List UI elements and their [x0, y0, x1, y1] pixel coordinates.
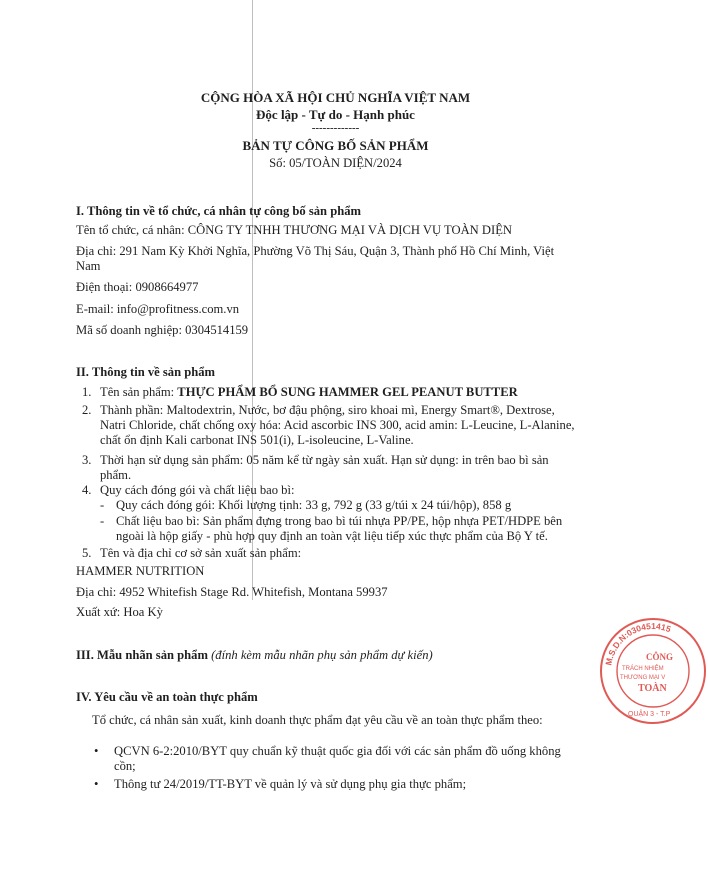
stamp-line5: QUẬN 3 - T.P: [628, 711, 671, 718]
section1-heading: I. Thông tin về tổ chức, cá nhân tự công bố sản phẩm: [76, 204, 362, 218]
item2-number: 2.: [82, 403, 92, 417]
product-name-line: [100, 385, 518, 400]
stamp-ring-text: M.S.D.N:030451415: [603, 620, 673, 667]
item4-number: 4.: [82, 483, 92, 497]
bullet-1: •: [94, 744, 99, 758]
regulation-1-line1: QCVN 6-2:2010/BYT quy chuẩn kỹ thuật quốc gia đối với các sản phẩm đồ uống không: [114, 744, 561, 758]
org-address-line2: Nam: [76, 259, 101, 273]
safety-intro: Tổ chức, cá nhân sản xuất, kinh doanh thực phẩm đạt yêu cầu về an toàn thực phẩm theo:: [92, 713, 543, 727]
org-address-line1: Địa chỉ: 291 Nam Kỳ Khởi Nghĩa, Phường Võ Thị Sáu, Quận 3, Thành phố Hồ Chí Minh, Việt: [76, 244, 555, 258]
shelf-life-line1: Thời hạn sử dụng sản phẩm: 05 năm kể từ ngày sản xuất. Hạn sử dụng: in trên bao bì sản: [100, 453, 549, 467]
document-title: BẢN TỰ CÔNG BỐ SẢN PHẨM: [242, 138, 429, 153]
packaging-dash-b: -: [100, 514, 105, 528]
section3-line: [76, 648, 433, 663]
item5-number: 5.: [82, 546, 92, 560]
motto: Độc lập - Tự do - Hạnh phúc: [256, 107, 415, 122]
stamp-line1: CÔNG: [646, 652, 673, 662]
republic-heading: CỘNG HÒA XÃ HỘI CHỦ NGHĨA VIỆT NAM: [200, 90, 471, 105]
manufacturer-address: Địa chỉ: 4952 Whitefish Stage Rd. Whitefish, Montana 59937: [76, 585, 388, 599]
packaging-material-line2: ngoài là hộp giấy - phù hợp quy định an toàn vật liệu tiếp xúc thực phẩm của Bộ Y tế.: [116, 529, 548, 543]
item1-number: 1.: [82, 385, 92, 399]
product-name-label: Tên sản phẩm:: [100, 385, 178, 399]
section3-heading: III. Mẫu nhãn sản phẩm: [76, 648, 212, 662]
shelf-life-line2: phẩm.: [100, 468, 132, 482]
packaging-material-line1: Chất liệu bao bì: Sản phẩm đựng trong bao bì túi nhựa PP/PE, hộp nhựa PET/HDPE bên: [116, 514, 563, 528]
org-email: E-mail: info@profitness.com.vn: [76, 302, 240, 316]
regulation-1-line2: cồn;: [114, 759, 136, 773]
document-number: Số: 05/TOÀN DIỆN/2024: [269, 156, 402, 170]
item3-number: 3.: [82, 453, 92, 467]
section3-note: (đính kèm mẫu nhãn phụ sản phẩm dự kiến): [211, 648, 433, 662]
regulation-2: Thông tư 24/2019/TT-BYT về quản lý và sử dụng phụ gia thực phẩm;: [114, 777, 467, 791]
section4-heading: IV. Yêu cầu về an toàn thực phẩm: [76, 690, 258, 704]
ingredients-line2: Natri Chloride, chất chống oxy hóa: Acid ascorbic INS 300, acid amin: L-Leucine, L-Alanine,: [100, 418, 575, 432]
packaging-dash-a: -: [100, 498, 105, 512]
org-name: Tên tổ chức, cá nhân: CÔNG TY TNHH THƯƠNG MẠI VÀ DỊCH VỤ TOÀN DIỆN: [76, 223, 512, 237]
packaging-spec: Quy cách đóng gói: Khối lượng tịnh: 33 g, 792 g (33 g/túi x 24 túi/hộp), 858 g: [116, 498, 512, 512]
org-tax-code: Mã số doanh nghiệp: 0304514159: [76, 323, 249, 337]
manufacturer-heading: Tên và địa chỉ cơ sở sản xuất sản phẩm:: [100, 546, 302, 560]
packaging-heading: Quy cách đóng gói và chất liệu bao bì:: [100, 483, 295, 497]
section2-heading: II. Thông tin về sản phẩm: [76, 365, 216, 379]
manufacturer-name: HAMMER NUTRITION: [76, 564, 205, 578]
company-stamp: [598, 616, 708, 726]
ingredients-line3: chất ổn định Kali carbonat INS 501(i), L-isoleucine, L-Valine.: [100, 433, 414, 447]
stamp-line3: THƯƠNG MẠI V: [620, 675, 666, 681]
stamp-line4: TOÀN: [638, 683, 667, 694]
org-phone: Điện thoại: 0908664977: [76, 280, 199, 294]
origin: Xuất xứ: Hoa Kỳ: [76, 605, 163, 619]
product-name: THỰC PHẨM BỔ SUNG HAMMER GEL PEANUT BUTTER: [177, 385, 518, 399]
stamp-line2: TRÁCH NHIỆM: [622, 666, 664, 672]
ingredients-line1: Thành phần: Maltodextrin, Nước, bơ đậu phộng, siro khoai mì, Energy Smart®, Dextrose,: [100, 403, 555, 417]
header-divider: -------------: [311, 122, 360, 134]
bullet-2: •: [94, 777, 99, 791]
